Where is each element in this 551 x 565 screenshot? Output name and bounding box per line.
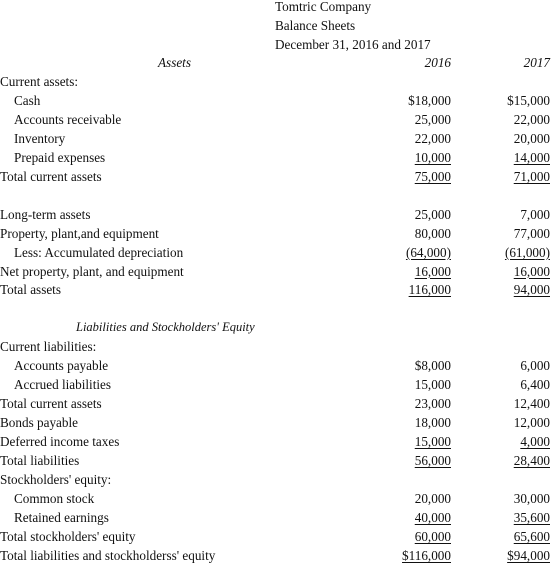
table-row (0, 508, 551, 527)
table-row (0, 91, 551, 110)
table-row (0, 451, 551, 470)
column-header-2016: 2016 (424, 55, 451, 70)
table-row (0, 489, 551, 508)
row-label: Total current assets (0, 168, 102, 184)
row-label: Common stock (14, 490, 95, 506)
value-2016: 80,000 (414, 225, 451, 241)
value-2016: $18,000 (408, 92, 451, 108)
table-row (0, 470, 551, 489)
value-2017: 22,000 (513, 111, 550, 127)
table-row (0, 432, 551, 451)
row-label: Inventory (14, 130, 66, 146)
value-2016: $8,000 (414, 358, 451, 374)
column-header-row (0, 53, 551, 72)
row-label: Total assets (0, 282, 61, 298)
row-label: Cash (14, 92, 41, 108)
value-2017: 16,000 (513, 263, 550, 279)
row-label: Total current assets (0, 396, 102, 412)
value-2016: 15,000 (414, 434, 451, 450)
value-2016: 116,000 (408, 282, 451, 298)
row-label: Total liabilities (0, 453, 80, 468)
row-label: Current assets: (0, 74, 79, 89)
table-row (0, 110, 551, 129)
table-row (0, 299, 551, 318)
value-2017: (61,000) (504, 244, 550, 260)
value-2017: $94,000 (507, 547, 550, 563)
value-2017: 20,000 (513, 130, 550, 146)
table-row (0, 337, 551, 356)
row-label: Prepaid expenses (14, 149, 106, 165)
table-row (0, 224, 551, 243)
value-2016: 60,000 (414, 528, 451, 544)
value-2017: 35,600 (513, 509, 550, 525)
table-row (0, 148, 551, 167)
table-row (0, 262, 551, 281)
row-label: Total stockholders' equity (0, 528, 136, 544)
row-label: Property, plant,and equipment (0, 225, 159, 241)
column-header-2017: 2017 (523, 55, 550, 70)
value-2017: 12,000 (513, 415, 550, 431)
table-row (0, 280, 551, 299)
value-2016: 22,000 (414, 130, 451, 146)
value-2017: 65,600 (513, 528, 550, 544)
value-2017: 12,400 (513, 396, 550, 412)
value-2016: 56,000 (414, 453, 451, 468)
value-2016: 10,000 (414, 149, 451, 165)
row-label: Stockholders' equity: (0, 471, 112, 487)
value-2016: 18,000 (414, 415, 451, 431)
company-name: Tomtric Company (275, 0, 372, 14)
value-2016: 23,000 (414, 396, 451, 412)
value-2016: 20,000 (414, 490, 451, 506)
row-label: Total liabilities and stockholderss' equity (0, 547, 216, 563)
row-label: Accrued liabilities (14, 377, 112, 393)
row-label: Retained earnings (14, 509, 109, 525)
value-2017: 30,000 (513, 490, 550, 506)
statement-title: Balance Sheets (275, 18, 356, 33)
table-row (0, 129, 551, 148)
table-row (0, 375, 551, 394)
table-row (0, 243, 551, 262)
table-row (0, 413, 551, 432)
value-2017: 6,400 (520, 377, 550, 393)
row-label: Deferred income taxes (0, 434, 120, 450)
table-row (0, 72, 551, 91)
table-row (0, 318, 551, 337)
row-label: Long-term assets (0, 206, 91, 222)
statement-period: December 31, 2016 and 2017 (275, 37, 431, 52)
value-2016: 16,000 (414, 263, 451, 279)
table-row (0, 167, 551, 186)
value-2016: 25,000 (414, 111, 451, 127)
value-2017: 7,000 (520, 206, 550, 222)
value-2016: (64,000) (405, 244, 451, 260)
table-row (0, 394, 551, 413)
row-label: Accounts payable (14, 358, 109, 374)
value-2016: 15,000 (414, 377, 451, 393)
value-2016: 40,000 (414, 509, 451, 525)
value-2017: 14,000 (513, 149, 550, 165)
section-heading: Liabilities and Stockholders' Equity (76, 320, 255, 335)
table-row (0, 546, 551, 565)
value-2017: 94,000 (513, 282, 550, 298)
row-label: Accounts receivable (14, 111, 122, 127)
table-row (0, 527, 551, 546)
value-2016: $116,000 (402, 547, 451, 563)
value-2017: $15,000 (507, 92, 550, 108)
value-2017: 4,000 (520, 434, 550, 450)
value-2017: 28,400 (513, 453, 550, 468)
row-label: Current liabilities: (0, 339, 97, 355)
table-row (0, 205, 551, 224)
table-row (0, 356, 551, 375)
value-2017: 6,000 (520, 358, 550, 374)
table-row (0, 186, 551, 205)
value-2016: 25,000 (414, 206, 451, 222)
row-label: Less: Accumulated depreciation (14, 244, 184, 260)
value-2017: 71,000 (513, 168, 550, 184)
value-2017: 77,000 (513, 225, 550, 241)
assets-section-label: Assets (158, 55, 191, 70)
row-label: Bonds payable (0, 415, 79, 431)
row-label: Net property, plant, and equipment (0, 263, 184, 279)
value-2016: 75,000 (414, 168, 451, 184)
